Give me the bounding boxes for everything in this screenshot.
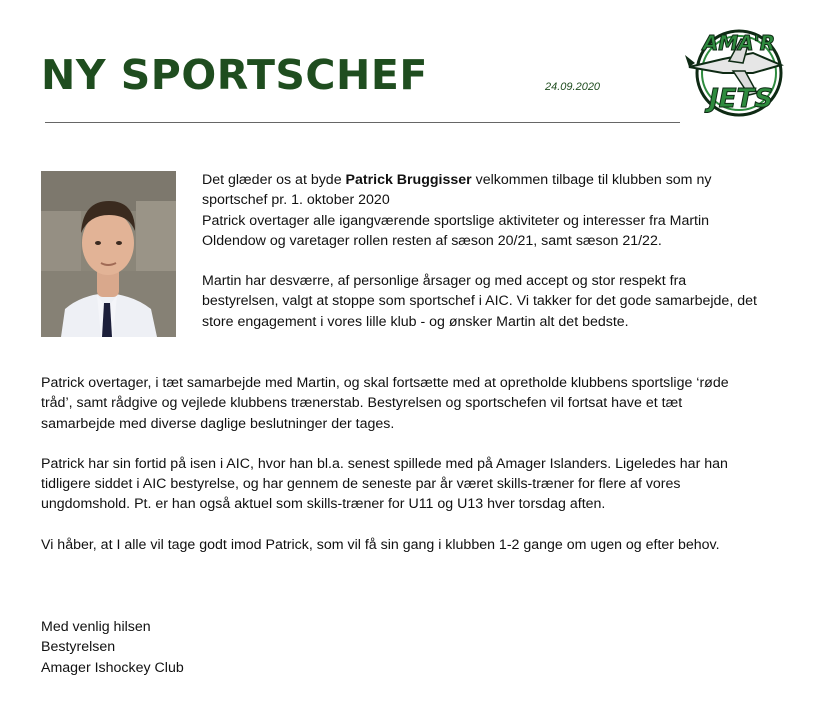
body-text (41, 373, 811, 555)
signature-club: Amager Ishockey Club (41, 659, 184, 676)
background-paragraph: Patrick har sin fortid på isen i AIC, hvor han bl.a. senest spillede med på Amager Islanders. Ligeledes har han tidligere siddet i AIC bestyrelse, og har gennem de seneste par år været skills-træner for flere af vores ungdomshold. Pt. er han også aktuel som skills-træner for U11 og U13 hver torsdag aften. (41, 455, 728, 513)
amager-jets-logo (683, 23, 789, 118)
svg-text:JETS: JETS (709, 84, 773, 114)
intro-text (202, 170, 802, 332)
collaboration-paragraph: Patrick overtager, i tæt samarbejde med Martin, og skal fortsætte med at opretholde klubbens sportslige ‘røde tråd’, samt rådgive og vejlede klubbens trænerstab. Bestyrelsen og sportschefen vil fortsat have et tæt samarbejde med diverse daglige beslutninger der tages. (41, 375, 729, 432)
svg-text:AMA'R: AMA'R (702, 31, 776, 55)
intro-paragraph: Det glæder os at byde Patrick Bruggisser velkommen tilbage til klubben som ny sportschef pr. 1. oktober 2020 Patrick overtager alle igangværende sportslige aktiviteter og interesser fra Martin Oldendow og varetager rollen resten af sæson 20/21, samt sæson 21/22. (202, 172, 712, 249)
new-chief-name: Patrick Bruggisser (345, 172, 472, 188)
signature-greeting: Med venlig hilsen (41, 619, 151, 635)
publish-date: 24.09.2020 (545, 81, 601, 93)
farewell-paragraph: Martin har desværre, af personlige årsager og med accept og stor respekt fra bestyrelsen, valgt at stoppe som sportschef i AIC. Vi takker for det gode samarbejde, det store engagement i vores lille klub - og ønsker Martin alt det bedste. (202, 273, 757, 330)
header-divider (45, 122, 680, 123)
signature-block (41, 617, 441, 678)
portrait-photo (41, 171, 176, 337)
signature-board: Bestyrelsen (41, 639, 116, 656)
page-title: NY SPORTSCHEF (41, 51, 428, 99)
closing-paragraph: Vi håber, at I alle vil tage godt imod Patrick, som vil få sin gang i klubben 1-2 gange om ugen og efter behov. (41, 536, 720, 553)
